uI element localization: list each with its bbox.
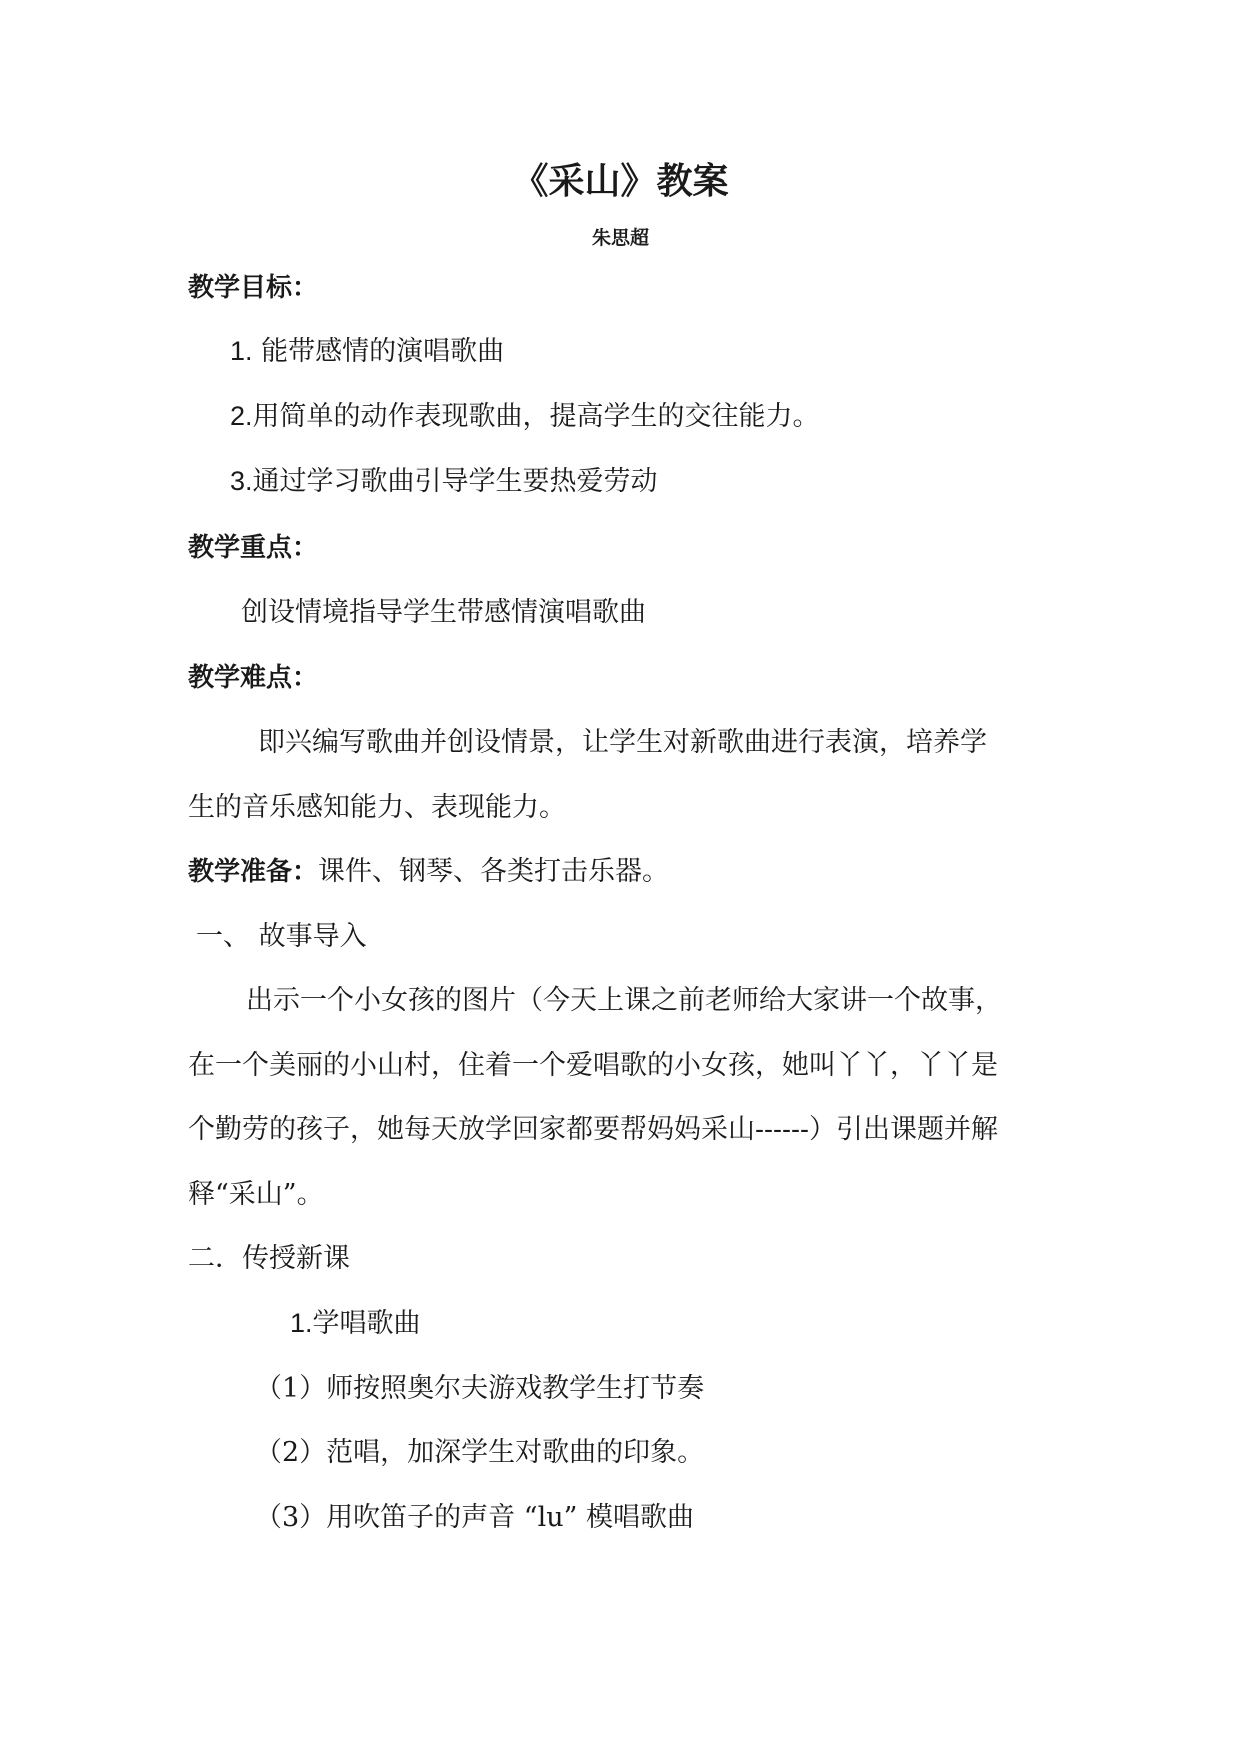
story-text-line: 在一个美丽的小山村，住着一个爱唱歌的小女孩，她叫丫丫，丫丫是 (188, 1050, 998, 1081)
story-text-part: ）引出课题并解 (808, 1114, 998, 1145)
goal-item-number: 3. (230, 466, 253, 496)
story-text-dashes: ------ (755, 1114, 809, 1144)
section-heading-new-lesson: 二．传授新课 (188, 1243, 350, 1274)
step-item: （3）用吹笛子的声音 “lu” 模唱歌曲 (255, 1502, 694, 1533)
story-text-line (188, 1116, 998, 1143)
difficulty-text-line: 即兴编写歌曲并创设情景，让学生对新歌曲进行表演，培养学 (258, 727, 987, 758)
goals-heading: 教学目标： (188, 273, 319, 303)
preparation-label: 教学准备： (188, 857, 319, 887)
subsection-text: 学唱歌曲 (312, 1308, 421, 1339)
preparation-line (188, 858, 669, 885)
key-point-heading: 教学重点： (188, 533, 319, 563)
goal-item-text: 能带感情的演唱歌曲 (252, 336, 505, 367)
difficulty-text-line: 生的音乐感知能力、表现能力。 (188, 792, 566, 823)
preparation-text: 课件、钢琴、各类打击乐器。 (318, 856, 670, 887)
section-heading-story: 一、 故事导入 (196, 921, 367, 952)
key-point-text: 创设情境指导学生带感情演唱歌曲 (241, 597, 646, 628)
story-text-line: 出示一个小女孩的图片（今天上课之前老师给大家讲一个故事， (246, 985, 1002, 1016)
goal-item-number: 1. (230, 336, 253, 366)
goal-item-number: 2. (230, 401, 253, 431)
goal-item (230, 468, 658, 495)
document-title: 《采山》教案 (512, 161, 729, 202)
subsection-heading (290, 1310, 421, 1337)
story-text-line: 释“采山”。 (188, 1179, 324, 1210)
goal-item-text: 用简单的动作表现歌曲，提高学生的交往能力。 (252, 401, 820, 432)
step-item: （2）范唱，加深学生对歌曲的印象。 (255, 1437, 705, 1468)
step-item: （1）师按照奥尔夫游戏教学生打节奏 (255, 1373, 705, 1404)
goal-item (230, 338, 504, 365)
story-text-part: 个勤劳的孩子，她每天放学回家都要帮妈妈采山 (188, 1114, 755, 1145)
goal-item-text: 通过学习歌曲引导学生要热爱劳动 (252, 466, 658, 497)
difficulty-heading: 教学难点： (188, 663, 319, 693)
subsection-number: 1. (290, 1308, 313, 1338)
goal-item (230, 403, 820, 430)
author-name: 朱思超 (591, 227, 649, 249)
